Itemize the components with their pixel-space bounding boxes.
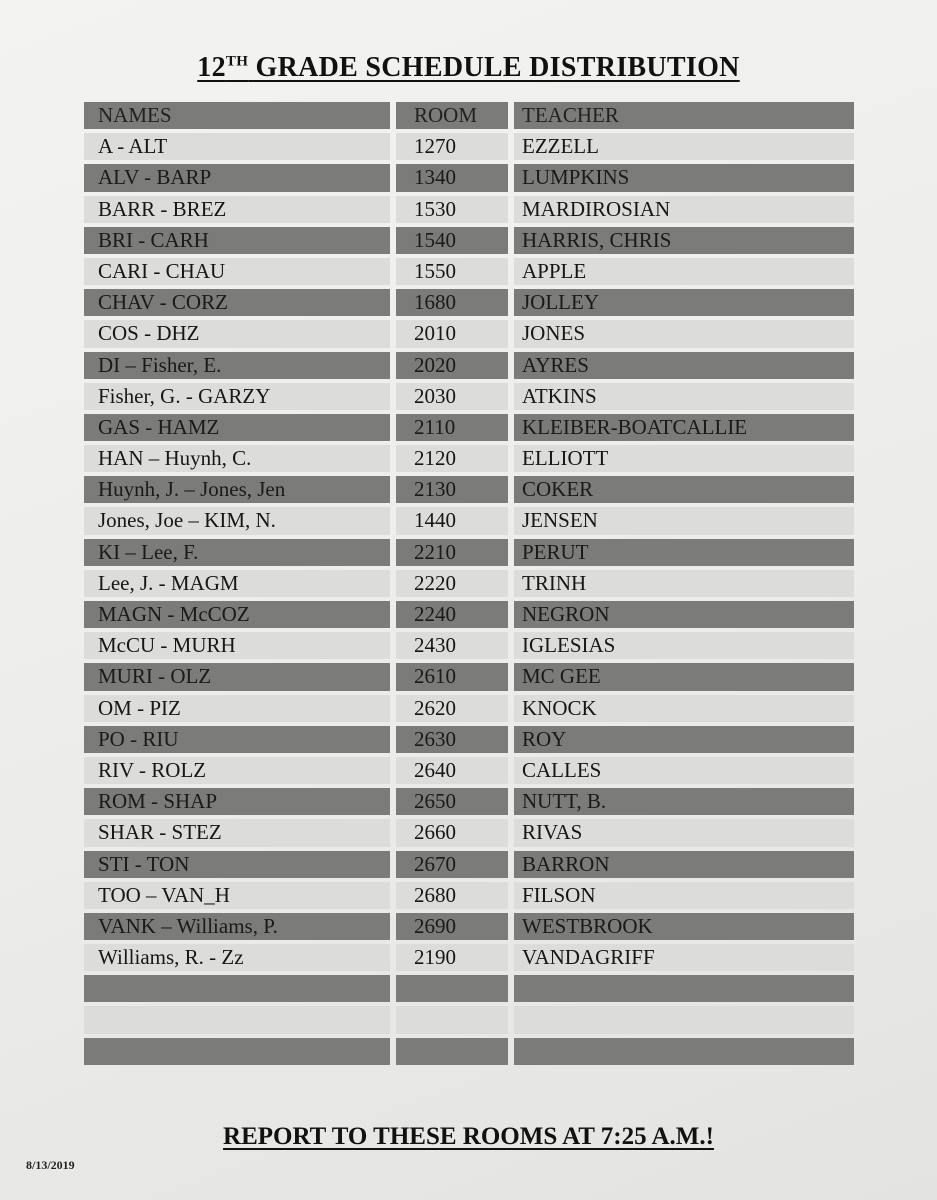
cell-room bbox=[396, 1006, 508, 1033]
table-row bbox=[84, 381, 854, 412]
cell-teacher: MC GEE bbox=[514, 663, 854, 690]
cell-teacher: VANDAGRIFF bbox=[514, 944, 854, 971]
cell-room: 2190 bbox=[396, 944, 508, 971]
table-row bbox=[84, 474, 854, 505]
table-row bbox=[84, 786, 854, 817]
cell-room: 2210 bbox=[396, 539, 508, 566]
cell-room: 2670 bbox=[396, 851, 508, 878]
cell-teacher: AYRES bbox=[514, 352, 854, 379]
cell-names: GAS - HAMZ bbox=[84, 414, 390, 441]
cell-teacher bbox=[514, 975, 854, 1002]
cell-names: DI – Fisher, E. bbox=[84, 352, 390, 379]
table-row bbox=[84, 693, 854, 724]
cell-names bbox=[84, 975, 390, 1002]
cell-names: CARI - CHAU bbox=[84, 258, 390, 285]
table-row bbox=[84, 661, 854, 692]
table-row bbox=[84, 256, 854, 287]
cell-names: TOO – VAN_H bbox=[84, 882, 390, 909]
cell-room: 2630 bbox=[396, 726, 508, 753]
cell-names: COS - DHZ bbox=[84, 320, 390, 347]
cell-names: RIV - ROLZ bbox=[84, 757, 390, 784]
cell-room: 2220 bbox=[396, 570, 508, 597]
table-body bbox=[84, 131, 854, 1067]
cell-names: Williams, R. - Zz bbox=[84, 944, 390, 971]
cell-room: 2020 bbox=[396, 352, 508, 379]
cell-teacher: JENSEN bbox=[514, 507, 854, 534]
cell-teacher: BARRON bbox=[514, 851, 854, 878]
cell-teacher: COKER bbox=[514, 476, 854, 503]
cell-room: 2690 bbox=[396, 913, 508, 940]
table-header-row bbox=[84, 100, 854, 131]
cell-room: 2130 bbox=[396, 476, 508, 503]
print-date: 8/13/2019 bbox=[26, 1158, 75, 1172]
title-text: GRADE SCHEDULE DISTRIBUTION bbox=[248, 52, 740, 83]
table-row bbox=[84, 849, 854, 880]
cell-names: A - ALT bbox=[84, 133, 390, 160]
cell-room: 2610 bbox=[396, 663, 508, 690]
table-row bbox=[84, 194, 854, 225]
table-row bbox=[84, 568, 854, 599]
cell-names: VANK – Williams, P. bbox=[84, 913, 390, 940]
cell-room: 2650 bbox=[396, 788, 508, 815]
cell-names: ALV - BARP bbox=[84, 164, 390, 191]
cell-teacher: FILSON bbox=[514, 882, 854, 909]
cell-room: 2430 bbox=[396, 632, 508, 659]
table-row bbox=[84, 505, 854, 536]
cell-teacher: JONES bbox=[514, 320, 854, 347]
cell-teacher: HARRIS, CHRIS bbox=[514, 227, 854, 254]
cell-names: MURI - OLZ bbox=[84, 663, 390, 690]
cell-room: 1550 bbox=[396, 258, 508, 285]
schedule-table bbox=[84, 100, 854, 1067]
cell-room: 2680 bbox=[396, 882, 508, 909]
cell-teacher bbox=[514, 1038, 854, 1065]
cell-names: PO - RIU bbox=[84, 726, 390, 753]
cell-teacher: EZZELL bbox=[514, 133, 854, 160]
header-names: NAMES bbox=[84, 102, 390, 129]
table-row bbox=[84, 443, 854, 474]
cell-teacher: CALLES bbox=[514, 757, 854, 784]
cell-names: McCU - MURH bbox=[84, 632, 390, 659]
table-row bbox=[84, 630, 854, 661]
cell-room: 1440 bbox=[396, 507, 508, 534]
cell-teacher: ROY bbox=[514, 726, 854, 753]
table-row bbox=[84, 225, 854, 256]
cell-room bbox=[396, 975, 508, 1002]
table-row bbox=[84, 911, 854, 942]
table-row bbox=[84, 817, 854, 848]
cell-names: BARR - BREZ bbox=[84, 196, 390, 223]
cell-names: HAN – Huynh, C. bbox=[84, 445, 390, 472]
cell-names: OM - PIZ bbox=[84, 695, 390, 722]
cell-names: KI – Lee, F. bbox=[84, 539, 390, 566]
header-room: ROOM bbox=[396, 102, 508, 129]
cell-names bbox=[84, 1006, 390, 1033]
cell-teacher: PERUT bbox=[514, 539, 854, 566]
cell-names: CHAV - CORZ bbox=[84, 289, 390, 316]
table-row bbox=[84, 350, 854, 381]
cell-names: BRI - CARH bbox=[84, 227, 390, 254]
table-row bbox=[84, 942, 854, 973]
document-title bbox=[0, 52, 937, 84]
cell-room bbox=[396, 1038, 508, 1065]
cell-names: Jones, Joe – KIM, N. bbox=[84, 507, 390, 534]
table-row bbox=[84, 724, 854, 755]
table-row bbox=[84, 1036, 854, 1067]
title-superscript: TH bbox=[225, 53, 249, 70]
cell-room: 2010 bbox=[396, 320, 508, 347]
cell-room: 2640 bbox=[396, 757, 508, 784]
cell-teacher: RIVAS bbox=[514, 819, 854, 846]
cell-teacher: ATKINS bbox=[514, 383, 854, 410]
cell-names: SHAR - STEZ bbox=[84, 819, 390, 846]
cell-names: Lee, J. - MAGM bbox=[84, 570, 390, 597]
cell-names: STI - TON bbox=[84, 851, 390, 878]
cell-teacher: IGLESIAS bbox=[514, 632, 854, 659]
cell-room: 2620 bbox=[396, 695, 508, 722]
cell-room: 2120 bbox=[396, 445, 508, 472]
header-teacher: TEACHER bbox=[514, 102, 854, 129]
cell-names: ROM - SHAP bbox=[84, 788, 390, 815]
cell-room: 1680 bbox=[396, 289, 508, 316]
cell-teacher: JOLLEY bbox=[514, 289, 854, 316]
table-row bbox=[84, 1004, 854, 1035]
cell-room: 2110 bbox=[396, 414, 508, 441]
cell-names: Huynh, J. – Jones, Jen bbox=[84, 476, 390, 503]
table-row bbox=[84, 412, 854, 443]
table-row bbox=[84, 599, 854, 630]
cell-room: 1340 bbox=[396, 164, 508, 191]
cell-teacher: NUTT, B. bbox=[514, 788, 854, 815]
table-row bbox=[84, 537, 854, 568]
cell-room: 2030 bbox=[396, 383, 508, 410]
table-row bbox=[84, 755, 854, 786]
cell-teacher: KLEIBER-BOATCALLIE bbox=[514, 414, 854, 441]
cell-room: 1540 bbox=[396, 227, 508, 254]
table-row bbox=[84, 973, 854, 1004]
cell-room: 1270 bbox=[396, 133, 508, 160]
table-row bbox=[84, 318, 854, 349]
cell-teacher: MARDIROSIAN bbox=[514, 196, 854, 223]
cell-teacher: ELLIOTT bbox=[514, 445, 854, 472]
cell-teacher: LUMPKINS bbox=[514, 164, 854, 191]
cell-teacher: TRINH bbox=[514, 570, 854, 597]
cell-names: MAGN - McCOZ bbox=[84, 601, 390, 628]
cell-teacher: WESTBROOK bbox=[514, 913, 854, 940]
cell-teacher: APPLE bbox=[514, 258, 854, 285]
cell-room: 1530 bbox=[396, 196, 508, 223]
table-row bbox=[84, 287, 854, 318]
table-row bbox=[84, 162, 854, 193]
cell-names: Fisher, G. - GARZY bbox=[84, 383, 390, 410]
cell-names bbox=[84, 1038, 390, 1065]
cell-teacher: NEGRON bbox=[514, 601, 854, 628]
table-row bbox=[84, 880, 854, 911]
footer-instruction: REPORT TO THESE ROOMS AT 7:25 A.M.! bbox=[223, 1123, 714, 1150]
cell-room: 2660 bbox=[396, 819, 508, 846]
cell-teacher: KNOCK bbox=[514, 695, 854, 722]
table-row bbox=[84, 131, 854, 162]
title-grade: 12 bbox=[197, 52, 226, 83]
cell-room: 2240 bbox=[396, 601, 508, 628]
cell-teacher bbox=[514, 1006, 854, 1033]
